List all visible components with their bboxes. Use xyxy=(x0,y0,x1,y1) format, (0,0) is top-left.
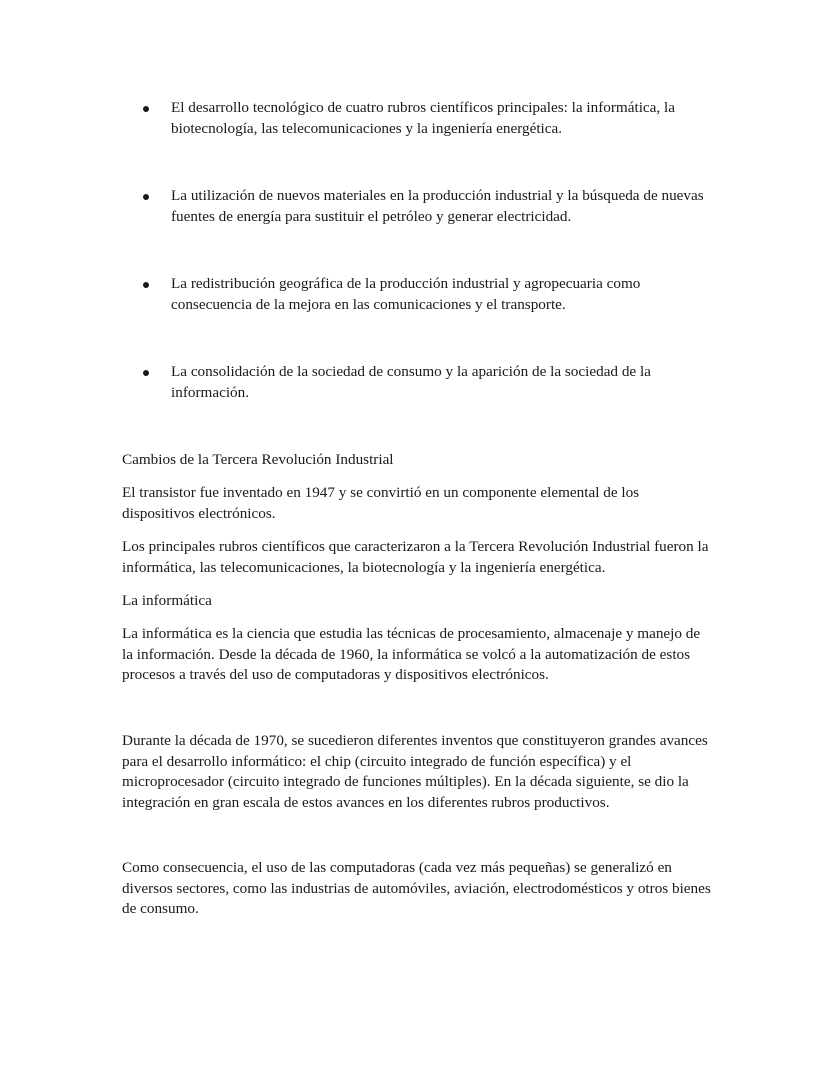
bullet-icon xyxy=(143,106,149,112)
paragraph-informatica-definition: La informática es la ciencia que estudia las técnicas de procesamiento, almacenaje y manejo de la información. Desde la década de 1960, la informática se volcó a la automatización de estos procesos a través del uso de computadoras y dispositivos electrónicos. xyxy=(122,625,701,683)
section-heading: Cambios de la Tercera Revolución Industrial xyxy=(122,451,394,468)
subheading-informatica: La informática xyxy=(122,592,212,609)
list-item-text: La utilización de nuevos materiales en la producción industrial y la búsqueda de nuevas fuentes de energía para sustituir el petróleo y generar electricidad. xyxy=(171,187,704,225)
list-item-text: La redistribución geográfica de la producción industrial y agropecuaria como consecuencia de la mejora en las comunicaciones y el transporte. xyxy=(171,275,641,313)
paragraph-decada-1970: Durante la década de 1970, se sucedieron diferentes inventos que constituyeron grandes avances para el desarrollo informático: el chip (circuito integrado de función específica) y el microprocesador (circuito integrado de funciones múltiples). En la década siguiente, se dio la integración en gran escala de estos avances en los diferentes rubros productivos. xyxy=(122,732,708,811)
list-item-text: La consolidación de la sociedad de consumo y la aparición de la sociedad de la información. xyxy=(171,363,651,401)
bullet-icon xyxy=(143,282,149,288)
paragraph-consecuencia: Como consecuencia, el uso de las computadoras (cada vez más pequeñas) se generalizó en diversos sectores, como las industrias de automóviles, aviación, electrodomésticos y otros bienes de consumo. xyxy=(122,859,711,917)
bullet-icon xyxy=(143,370,149,376)
paragraph-transistor: El transistor fue inventado en 1947 y se convirtió en un componente elemental de los dispositivos electrónicos. xyxy=(122,484,640,522)
bullet-icon xyxy=(143,194,149,200)
paragraph-rubros: Los principales rubros científicos que caracterizaron a la Tercera Revolución Industrial fueron la informática, las telecomunicaciones, la biotecnología y la ingeniería energética. xyxy=(122,538,709,576)
list-item-text: El desarrollo tecnológico de cuatro rubros científicos principales: la informática, la biotecnología, las telecomunicaciones y la ingeniería energética. xyxy=(171,99,675,137)
